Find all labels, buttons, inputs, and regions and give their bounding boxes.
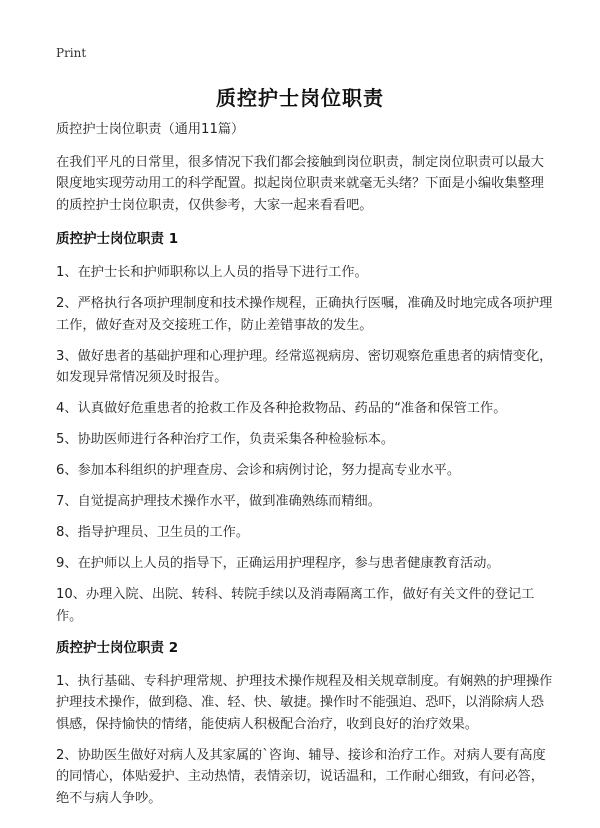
duty-item: 10、办理入院、出院、转科、转院手续以及消毒隔离工作，做好有关文件的登记工作。 bbox=[56, 587, 535, 624]
article-body bbox=[56, 119, 556, 819]
duty-item: 4、认真做好危重患者的抢救工作及各种抢救物品、药品的“准备和保管工作。 bbox=[56, 401, 507, 416]
page-title: 质控护士岗位职责 bbox=[216, 86, 384, 110]
duty-item: 2、协助医生做好对病人及其家属的`咨询、辅导、接诊和治疗工作。对病人要有高度的同情心，体贴爱护、主动热情，表情亲切，说话温和，工作耐心细致，有问必答，绝不与病人争吵。 bbox=[56, 747, 546, 806]
duty-item: 1、在护士长和护师职称以上人员的指导下进行工作。 bbox=[56, 265, 368, 280]
print-label: Print bbox=[56, 46, 87, 60]
article-subtitle: 质控护士岗位职责（通用11篇） bbox=[56, 122, 245, 137]
duty-item: 3、做好患者的基础护理和心理护理。经常巡视病房、密切观察危重患者的病情变化，如发现异常情况须及时报告。 bbox=[56, 348, 553, 385]
duty-item: 2、严格执行各项护理制度和技术操作规程，正确执行医嘱，准确及时地完成各项护理工作，做好查对及交接班工作，防止差错事故的发生。 bbox=[56, 296, 553, 333]
duty-item: 7、自觉提高护理技术操作水平，做到准确熟练而精细。 bbox=[56, 494, 381, 509]
duty-item: 5、协助医师进行各种治疗工作，负责采集各种检验标本。 bbox=[56, 432, 395, 447]
duty-item: 9、在护师以上人员的指导下，正确运用护理程序，参与患者健康教育活动。 bbox=[56, 556, 500, 571]
section-heading-1: 质控护士岗位职责 1 bbox=[56, 231, 179, 247]
duty-item: 6、参加本科组织的护理查房、会诊和病例讨论，努力提高专业水平。 bbox=[56, 463, 461, 478]
intro-paragraph: 在我们平凡的日常里，很多情况下我们都会接触到岗位职责，制定岗位职责可以最大限度地实现劳动用工的科学配置。拟起岗位职责来就毫无头绪？下面是小编收集整理的质控护士岗位职责，仅供参考，大家一起来看看吧。 bbox=[56, 154, 544, 213]
duty-item: 1、执行基础、专科护理常规、护理技术操作规程及相关规章制度。有娴熟的护理操作护理技术操作，做到稳、准、轻、快、敏捷。操作时不能强迫、恐吓，以消除病人恐惧感，保持愉快的情绪，能使病人积极配合治疗，收到良好的治疗效果。 bbox=[56, 673, 553, 732]
section-heading-2: 质控护士岗位职责 2 bbox=[56, 639, 179, 656]
duty-item: 8、指导护理员、卫生员的工作。 bbox=[56, 525, 250, 540]
